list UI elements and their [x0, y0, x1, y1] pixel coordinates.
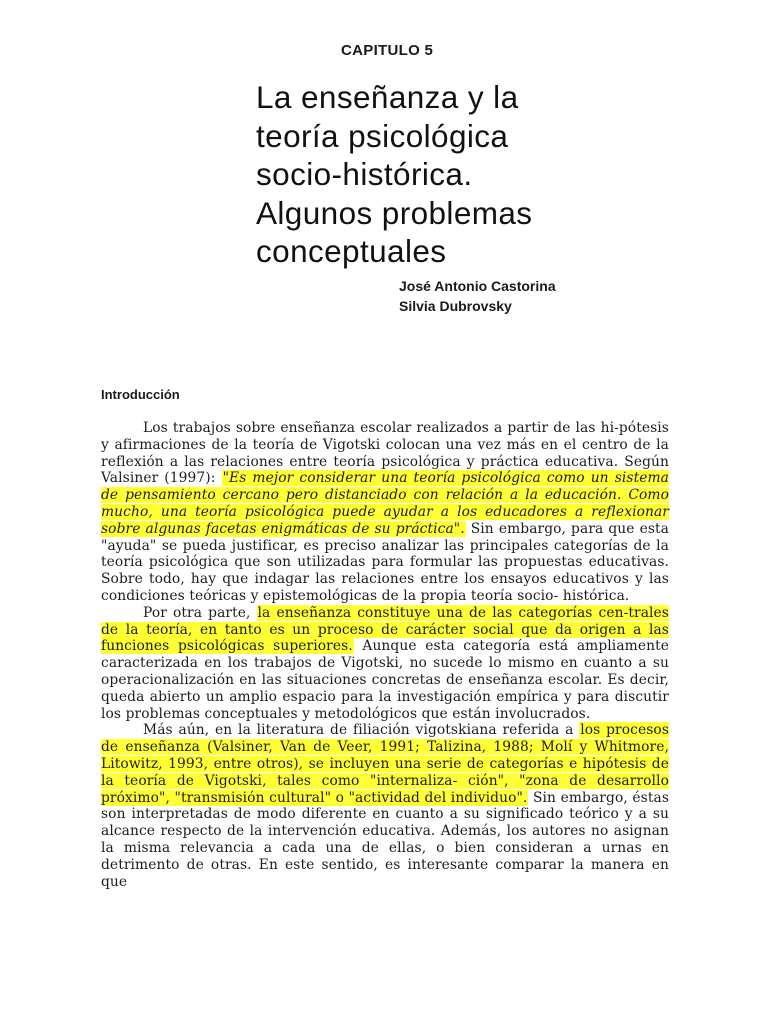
text-run: Por otra parte,	[143, 604, 257, 621]
paragraph	[101, 605, 669, 723]
highlighted-text: los procesos de enseñanza (Valsiner, Van de Veer, 1991; Talizina, 1988; Molí y Whitmore, Litowitz, 1993, entre otros), se incluyen una serie de categorías e hipótesis de la teoría de Vigotski, tales como "internaliza- ción", "zona de desarrollo próximo", "transmisión cultural" o "actividad del individuo".	[101, 722, 670, 806]
chapter-label: CAPITULO 5	[341, 42, 434, 59]
paragraph	[101, 722, 669, 890]
title-line: conceptuales	[256, 233, 447, 269]
text-run: Los trabajos sobre enseñanza escolar realizados a partir de las hi-pótesis y afirmaciones de la teoría de Vigotski colocan una vez más en el centro de la reflexión a las relaciones entre teoría psicológica y práctica educativa. Según Valsiner (1997):	[101, 420, 669, 487]
title-line: La enseñanza y la	[256, 79, 519, 115]
section-heading: Introducción	[101, 387, 180, 402]
author-list	[399, 276, 556, 316]
title-line: Algunos problemas	[256, 194, 533, 231]
author-name: Silvia Dubrovsky	[399, 298, 512, 314]
chapter-title	[256, 78, 716, 271]
title-line: socio-histórica.	[256, 156, 473, 192]
paragraph	[101, 420, 669, 605]
body-text	[101, 420, 669, 890]
title-line: teoría psicológica	[256, 117, 509, 154]
text-run: "Es mejor considerar una teoría psicológica como un sistema de pensamiento cercano pero distanciado con relación a la educación. Como mucho, una teoría psicológica puede ayudar a los educadores a reflexionar sobre algunas facetas enigmáticas de su práctica".	[101, 470, 669, 537]
text-run: Sin embargo, para que esta "ayuda" se pueda justificar, es preciso analizar las principales categorías de la teoría psicológica que son utilizadas para formular las propuestas educativas. Sobre todo, hay que indagar las relaciones entre los ensayos educativos y las condiciones teóricas y epistemológicas de la propia teoría socio- histórica.	[101, 520, 669, 604]
highlighted-text: la enseñanza constituye una de las categorías cen-trales de la teoría, en tanto es un proceso de carácter social que da origen a las funciones psicológicas superiores.	[101, 604, 669, 655]
text-run: Aunque esta categoría está ampliamente caracterizada en los trabajos de Vigotski, no sucede lo mismo en cuanto a su operacionalización en las situaciones concretas de enseñanza escolar. Es decir, queda abierto un amplio espacio para la investigación empírica y para discutir los problemas conceptuales y metodológicos que están involucrados.	[101, 638, 669, 722]
text-run: Sin embargo, éstas son interpretadas de modo diferente en cuanto a su significado teórico y a su alcance respecto de la intervención educativa. Además, los autores no asignan la misma relevancia a cada una de ellas, o bien consideran a urnas en detrimento de otras. En este sentido, es interesante comparar la manera en que	[101, 789, 669, 890]
text-run: Más aún, en la literatura de filiación vigotskiana referida a	[143, 722, 580, 739]
author-name: José Antonio Castorina	[399, 278, 556, 294]
